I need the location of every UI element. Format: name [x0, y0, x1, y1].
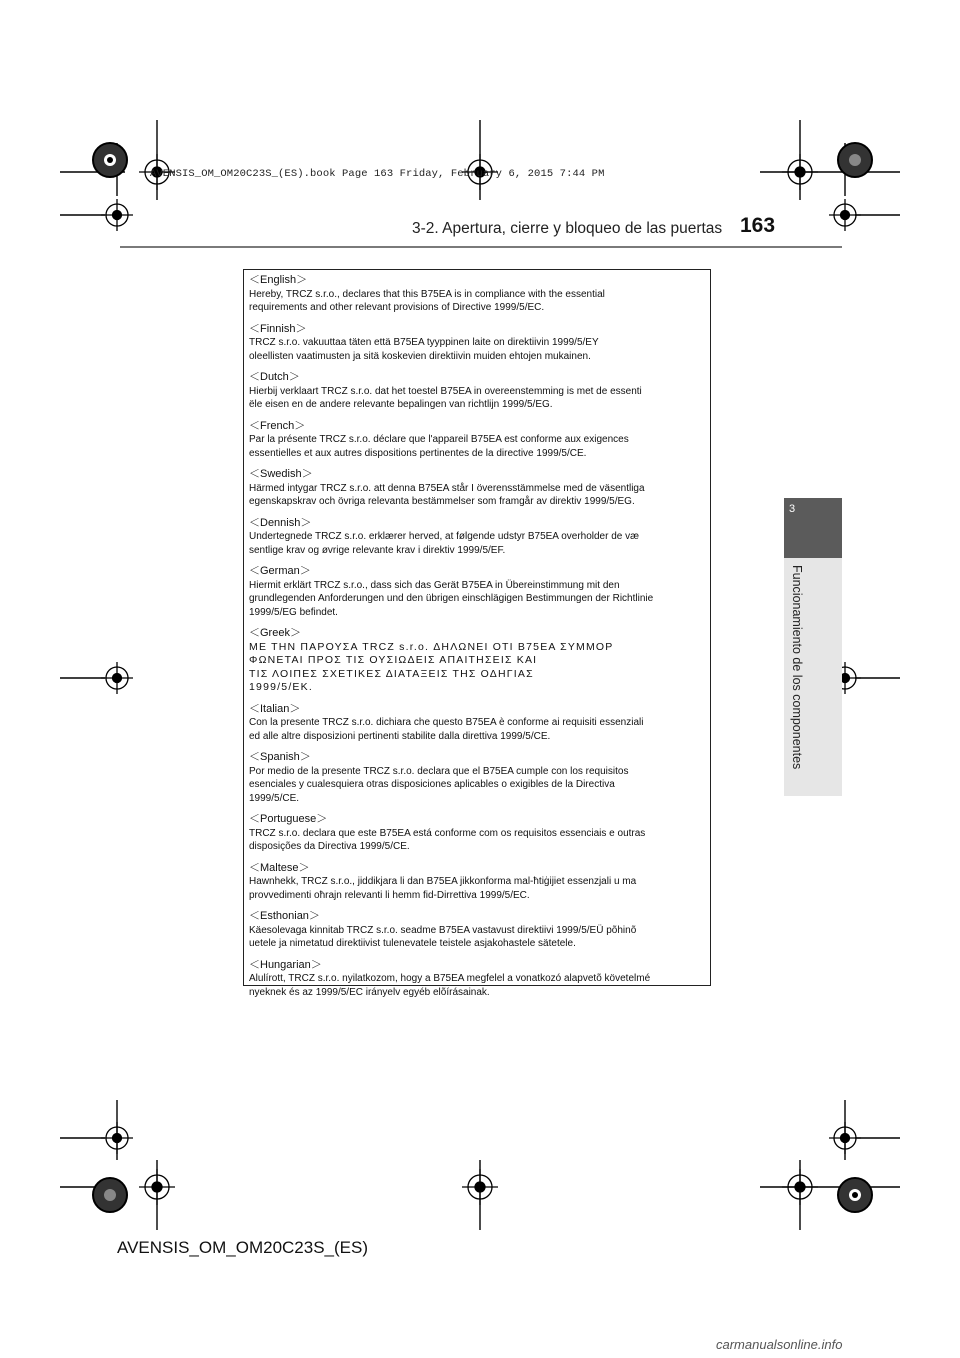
declaration-heading: ＜Portuguese＞	[249, 813, 328, 825]
book-slug: AVENSIS_OM_OM20C23S_(ES).book Page 163 Friday, February 6, 2015 7:44 PM	[150, 168, 605, 180]
declaration-heading: ＜Hungarian＞	[249, 958, 322, 971]
declaration-finnish	[249, 323, 710, 364]
declaration-swedish	[249, 468, 710, 509]
declaration-maltese	[249, 862, 710, 903]
declaration-german	[249, 565, 710, 619]
declaration-text: Hierbij verklaart TRCZ s.r.o. dat het toestel B75EA in overeenstemming is met de essenti ële eisen en de andere relevante bepalingen van richtlijn 1999/5/EG.	[249, 385, 642, 410]
chapter-number: 3	[788, 503, 796, 515]
page-number: 163	[740, 214, 776, 237]
declaration-estonian	[249, 910, 710, 951]
declaration-text: Käesolevaga kinnitab TRCZ s.r.o. seadme B75EA vastavust direktiivi 1999/5/EÜ põhinõ uetele ja nimetatud direktiivist tulenevatele teistele asjakohastele sätetele.	[249, 924, 637, 949]
declaration-heading: ＜Finnish＞	[249, 322, 307, 335]
watermark-link[interactable]: carmanualsonline.info	[716, 1337, 843, 1352]
declaration-heading: ＜Swedish＞	[249, 468, 313, 480]
declarations-box	[243, 269, 711, 998]
declaration-text: Härmed intygar TRCZ s.r.o. att denna B75EA står I överensstämmelse med de väsentliga egenskapskrav och övriga relevanta bestämmelser som framgår av direktiv 1999/5/EG.	[249, 482, 645, 507]
declaration-heading: ＜Dennish＞	[249, 516, 312, 529]
declaration-text: Par la présente TRCZ s.r.o. déclare que l'appareil B75EA est conforme aux exigences essentielles et aux autres dispositions pertinentes de la directive 1999/5/CE.	[249, 434, 629, 459]
declaration-greek	[249, 627, 710, 695]
declaration-heading: ＜French＞	[249, 419, 306, 432]
declaration-heading: ＜Italian＞	[249, 702, 301, 715]
declaration-heading: ＜Esthonian＞	[249, 910, 320, 922]
declaration-italian	[249, 703, 710, 744]
declaration-heading: ＜Spanish＞	[249, 751, 311, 763]
declaration-text: TRCZ s.r.o. declara que este B75EA está conforme com os requisitos essenciais e outras disposições da Directiva 1999/5/CE.	[249, 827, 646, 852]
declaration-text: Hereby, TRCZ s.r.o., declares that this B75EA is in compliance with the essential requirements and other relevant provisions of Directive 1999/5/EC.	[249, 288, 605, 313]
section-title: 3-2. Apertura, cierre y bloqueo de las puertas	[412, 220, 723, 237]
chapter-label: Funcionamiento de los componentes	[790, 565, 804, 770]
declaration-text: Undertegnede TRCZ s.r.o. erklærer herved, at følgende udstyr B75EA overholder de væ sentlige krav og øvrige relevante krav i direktiv 1999/5/EF.	[249, 531, 640, 556]
declaration-hungarian	[249, 959, 710, 1000]
declaration-heading: ＜Dutch＞	[249, 371, 300, 383]
declaration-heading: ＜English＞	[249, 274, 308, 286]
declaration-heading: ＜Greek＞	[249, 627, 301, 639]
declaration-text: Con la presente TRCZ s.r.o. dichiara che questo B75EA è conforme ai requisiti essenziali ed alle altre disposizioni pertinenti stabilite dalla direttiva 1999/5/CE.	[249, 717, 644, 742]
manual-code: AVENSIS_OM_OM20C23S_(ES)	[117, 1238, 368, 1257]
declaration-text: TRCZ s.r.o. vakuuttaa täten että B75EA tyyppinen laite on direktiivin 1999/5/EY oleellisten vaatimusten ja sitä koskevien direktiivin muiden ehtojen mukainen.	[249, 337, 599, 362]
declaration-text: Hawnhekk, TRCZ s.r.o., jiddikjara li dan B75EA jikkonforma mal-ħtiġijiet essenzjali u ma provvedimenti oħrajn relevanti li hemm fid-Dirrettiva 1999/5/EC.	[249, 876, 637, 901]
declaration-portuguese	[249, 813, 710, 854]
declaration-text: Hiermit erklärt TRCZ s.r.o., dass sich das Gerät B75EA in Übereinstimmung mit den grundlegenden Anforderungen und den übrigen einschlägigen Bestimmungen der Richtlinie 1999/5/EG befindet.	[249, 579, 654, 618]
declaration-heading: ＜German＞	[249, 565, 311, 577]
declaration-text: Alulírott, TRCZ s.r.o. nyilatkozom, hogy a B75EA megfelel a vonatkozó alapvetõ követelmé nyeknek és az 1999/5/EC irányelv egyéb elõírásainak.	[249, 973, 651, 998]
declaration-french	[249, 420, 710, 461]
declaration-text: ΜΕ ΤΗΝ ΠΑΡΟΥΣΑ TRCZ s.r.o. ΔΗΛΩΝΕΙ ΟΤΙ B75EA ΣΥΜΜΟΡ ΦΩΝΕΤΑΙ ΠΡΟΣ ΤΙΣ ΟΥΣΙΩΔΕΙΣ ΑΠΑΙΤΗΣΕΙΣ ΚΑΙ ΤΙΣ ΛΟΙΠΕΣ ΣΧΕΤΙΚΕΣ ΔΙΑΤΑΞΕΙΣ ΤΗΣ ΟΔΗΓΙΑΣ 1999/5/EK.	[249, 640, 614, 693]
header-rule	[120, 246, 842, 248]
declaration-english	[249, 274, 710, 315]
declaration-heading: ＜Maltese＞	[249, 861, 310, 874]
declaration-spanish	[249, 751, 710, 805]
declaration-text: Por medio de la presente TRCZ s.r.o. declara que el B75EA cumple con los requisitos esenciales y cualesquiera otras disposiciones aplicables o exigibles de la Directiva 1999/5/CE.	[249, 765, 629, 804]
declaration-dutch	[249, 371, 710, 412]
declaration-danish	[249, 517, 710, 558]
